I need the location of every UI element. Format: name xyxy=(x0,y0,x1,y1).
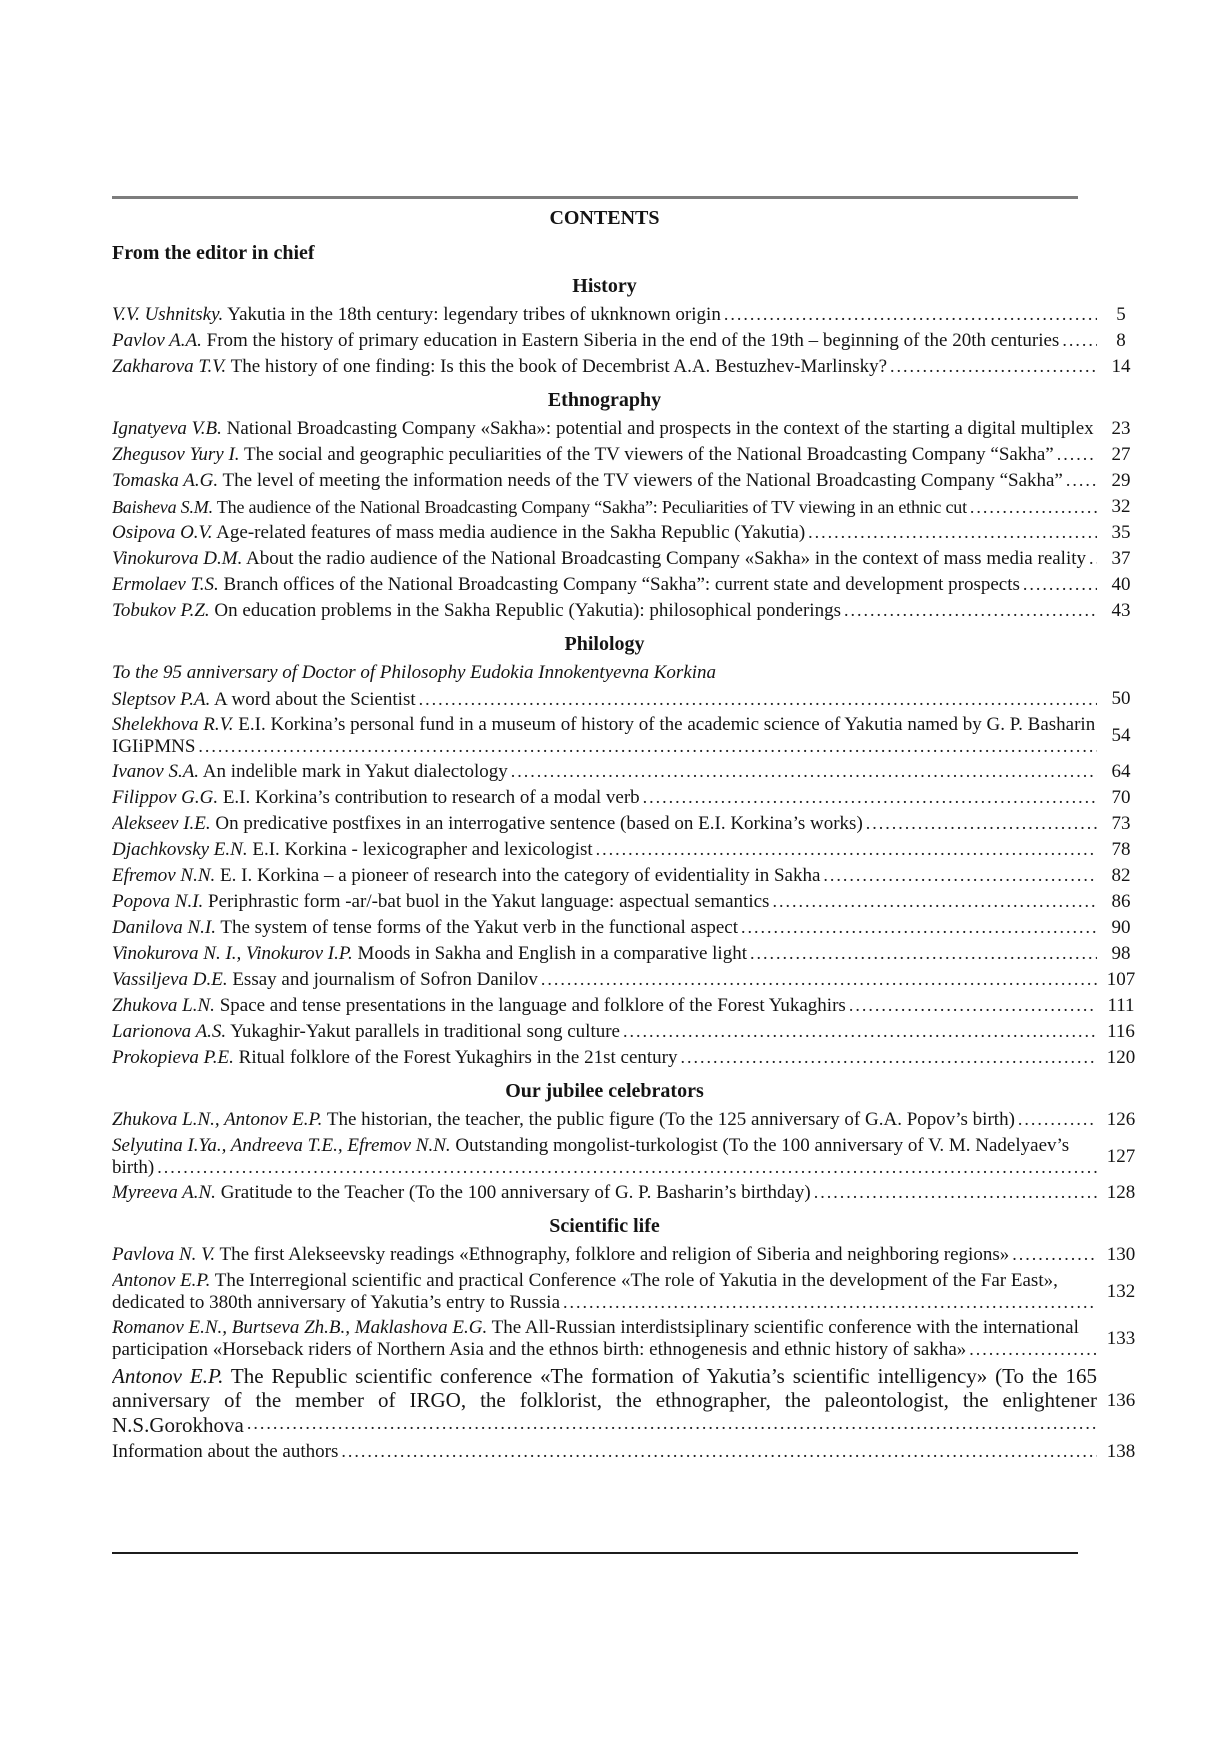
entry-authors: Romanov E.N., Burtseva Zh.B., Maklashova E.G. xyxy=(112,1317,488,1339)
entry-title: About the radio audience of the National Broadcasting Company «Sakha» in the context of mass media reality xyxy=(246,548,1087,570)
entry-authors: Selyutina I.Ya., Andreeva T.E., Efremov N.N. xyxy=(112,1135,451,1157)
toc-entry xyxy=(112,917,1143,939)
entry-text xyxy=(112,1441,1097,1462)
toc-entry xyxy=(112,522,1143,544)
entry-page-number: 40 xyxy=(1111,574,1131,595)
entry-page-number: 70 xyxy=(1111,787,1131,809)
section-heading: History xyxy=(572,275,637,297)
entry-text xyxy=(112,1317,1097,1360)
entry-authors: Efremov N.N. xyxy=(112,865,216,887)
toc-entry xyxy=(112,356,1143,378)
entry-title: On education problems in the Sakha Republic (Yakutia): philosophical ponderings xyxy=(214,600,841,622)
entry-title: The history of one finding: Is this the book of Decembrist A.A. Bestuzhev-Marlinsky? xyxy=(230,356,888,378)
entry-title: Ritual folklore of the Forest Yukaghirs in the 21st century xyxy=(238,1047,678,1069)
entry-text xyxy=(112,470,1097,491)
toc-entry xyxy=(112,891,1143,913)
entry-title: Gratitude to the Teacher (To the 100 anniversary of G. P. Basharin’s birthday) xyxy=(220,1182,811,1204)
entry-page-number: 120 xyxy=(1106,1047,1136,1069)
entry-title: Essay and journalism of Sofron Danilov xyxy=(232,969,538,991)
toc-entry xyxy=(112,1021,1143,1043)
top-rule xyxy=(112,196,1078,199)
entry-page-number: 130 xyxy=(1106,1244,1136,1266)
entry-authors: Larionova A.S. xyxy=(112,1021,227,1043)
entry-authors: Baisheva S.M. xyxy=(112,496,213,517)
toc-entry xyxy=(112,330,1143,352)
entry-authors: Tobukov P.Z. xyxy=(112,600,210,622)
toc-entry xyxy=(112,470,1143,492)
entry-text xyxy=(112,444,1097,465)
entry-text xyxy=(112,969,1097,990)
entry-page-number: 14 xyxy=(1111,356,1131,377)
entry-authors: Ermolaev T.S. xyxy=(112,574,219,596)
entry-title: Outstanding mongolist-turkologist (To the 100 anniversary of V. M. Nadelyaev’s birth) xyxy=(112,1135,1070,1178)
entry-text xyxy=(112,1109,1097,1130)
toc-entry xyxy=(112,574,1143,596)
toc-entry xyxy=(112,995,1143,1017)
entry-text xyxy=(112,891,1097,912)
entry-authors: V.V. Ushnitsky. xyxy=(112,304,224,326)
entry-text xyxy=(112,1135,1097,1178)
entry-page-number: 27 xyxy=(1111,444,1131,465)
entry-title: National Broadcasting Company «Sakha»: potential and prospects in the context of the starting a digital multiplex xyxy=(226,418,1094,440)
entry-title: The historian, the teacher, the public figure (To the 125 anniversary of G.A. Popov’s birth) xyxy=(326,1109,1015,1131)
entry-text xyxy=(112,1047,1097,1068)
bottom-rule xyxy=(112,1552,1078,1554)
entry-page-number: 138 xyxy=(1106,1441,1136,1463)
toc-entry xyxy=(112,688,1143,710)
entry-authors: Zhukova L.N., Antonov E.P. xyxy=(112,1109,323,1131)
toc-entry xyxy=(112,813,1143,835)
entry-text xyxy=(112,865,1097,886)
entry-text xyxy=(112,1244,1097,1265)
entry-authors: Ignatyeva V.B. xyxy=(112,418,222,440)
entry-authors: Prokopieva P.E. xyxy=(112,1047,234,1069)
entry-page-number: 126 xyxy=(1106,1109,1136,1131)
entry-title: Branch offices of the National Broadcasting Company “Sakha”: current state and development prospects xyxy=(223,574,1020,596)
entry-title: A word about the Scientist xyxy=(214,688,416,710)
entry-text xyxy=(112,600,1097,621)
toc-entry xyxy=(112,1244,1143,1266)
entry-page-number: 35 xyxy=(1111,522,1131,543)
entry-page-number: 127 xyxy=(1106,1145,1136,1167)
entry-title: The first Alekseevsky readings «Ethnography, folklore and religion of Siberia and neighboring regions» xyxy=(219,1244,1010,1266)
entry-text xyxy=(112,548,1097,569)
entry-page-number: 98 xyxy=(1111,943,1131,965)
section-subtitle: To the 95 anniversary of Doctor of Philosophy Eudokia Innokentyevna Korkina xyxy=(112,662,717,683)
entry-text xyxy=(112,497,1097,517)
entry-page-number: 64 xyxy=(1111,761,1131,783)
entry-text xyxy=(112,813,1097,834)
toc-entry xyxy=(112,1317,1143,1360)
toc-entry xyxy=(112,839,1143,861)
entry-authors: Zakharova T.V. xyxy=(112,356,227,378)
entry-authors: Vassiljeva D.E. xyxy=(112,969,228,991)
entry-page-number: 107 xyxy=(1106,969,1136,991)
entry-page-number: 5 xyxy=(1116,304,1126,325)
entry-page-number: 73 xyxy=(1111,813,1131,835)
toc-entry xyxy=(112,548,1143,570)
toc-entry xyxy=(112,969,1143,991)
entry-authors: Djachkovsky E.N. xyxy=(112,839,248,861)
entry-authors: Zhegusov Yury I. xyxy=(112,444,240,466)
section-heading: Philology xyxy=(564,633,645,655)
entry-page-number: 111 xyxy=(1107,995,1135,1017)
toc-entry xyxy=(112,1135,1143,1178)
entry-text xyxy=(112,418,1097,439)
toc-entry xyxy=(112,1270,1143,1313)
entry-text xyxy=(112,1021,1097,1042)
entry-page-number: 8 xyxy=(1116,330,1126,351)
entry-page-number: 128 xyxy=(1106,1182,1136,1204)
entry-text xyxy=(112,689,1097,710)
entry-page-number: 54 xyxy=(1111,724,1131,746)
toc-entry xyxy=(112,761,1143,783)
toc-entry xyxy=(112,714,1143,757)
section-heading: Our jubilee celebrators xyxy=(505,1080,704,1103)
entry-text xyxy=(112,787,1097,808)
entry-page-number: 86 xyxy=(1111,891,1131,913)
entry-authors: Ivanov S.A. xyxy=(112,761,200,783)
entry-authors: Filippov G.G. xyxy=(112,787,219,809)
toc-entry xyxy=(112,943,1143,965)
entry-page-number: 133 xyxy=(1106,1327,1136,1349)
entry-page-number: 50 xyxy=(1111,688,1131,710)
entry-title: On predicative postfixes in an interrogative sentence (based on E.I. Korkina’s works) xyxy=(215,813,863,835)
toc-entry xyxy=(112,444,1143,466)
toc-entry xyxy=(112,1441,1143,1463)
entry-page-number: 136 xyxy=(1106,1389,1136,1411)
entry-text xyxy=(112,761,1097,782)
toc-entry xyxy=(112,1109,1143,1131)
page-title: CONTENTS xyxy=(549,207,660,229)
toc-entry xyxy=(112,1182,1143,1204)
entry-title: The Republic scientific conference «The formation of Yakutia’s scientific intelligency» (To the 165 anniversary of the member of IRGO, the folklorist, the ethnographer, the paleontologist, the enlightener N.S.Gorokhova xyxy=(112,1364,1097,1437)
section-heading: Ethnography xyxy=(547,389,662,411)
entry-title: The level of meeting the information needs of the TV viewers of the National Broadcasting Company “Sakha” xyxy=(222,470,1063,492)
entry-title: The system of tense forms of the Yakut verb in the functional aspect xyxy=(220,917,739,939)
entry-authors: Zhukova L.N. xyxy=(112,995,215,1017)
entry-text xyxy=(112,330,1097,351)
entry-text xyxy=(112,995,1097,1016)
entry-authors: Myreeva A.N. xyxy=(112,1182,216,1204)
entry-text xyxy=(112,1364,1097,1437)
entry-text xyxy=(112,356,1097,377)
toc-entry xyxy=(112,304,1143,326)
toc-entry xyxy=(112,496,1143,518)
entry-title: E. I. Korkina – a pioneer of research into the category of evidentiality in Sakha xyxy=(220,865,821,887)
entry-text xyxy=(112,943,1097,964)
entry-page-number: 116 xyxy=(1107,1021,1135,1043)
toc-entry xyxy=(112,787,1143,809)
entry-text xyxy=(112,1182,1097,1203)
entry-page-number: 29 xyxy=(1111,470,1131,491)
entry-authors: Pavlova N. V. xyxy=(112,1244,216,1266)
entry-title: Age-related features of mass media audience in the Sakha Republic (Yakutia) xyxy=(216,522,806,544)
entry-text xyxy=(112,917,1097,938)
entry-authors: Popova N.I. xyxy=(112,891,204,913)
entry-page-number: 82 xyxy=(1111,865,1131,887)
toc-entry xyxy=(112,418,1143,440)
entry-title: Periphrastic form -ar/-bat buol in the Yakut language: aspectual semantics xyxy=(208,891,770,913)
entry-authors: Antonov E.P. xyxy=(112,1270,211,1292)
entry-title: The Interregional scientific and practical Conference «The role of Yakutia in the development of the Far East», dedicated to 380th anniversary of Yakutia’s entry to Russia xyxy=(112,1270,1058,1313)
entry-title: Yakutia in the 18th century: legendary tribes of uknknown origin xyxy=(227,304,721,326)
entry-page-number: 90 xyxy=(1111,917,1131,939)
entry-authors: Vinokurova D.M. xyxy=(112,548,243,570)
entry-page-number: 78 xyxy=(1111,839,1131,861)
entry-page-number: 132 xyxy=(1106,1280,1136,1302)
entry-authors: Sleptsov P.A. xyxy=(112,688,211,710)
entry-title: An indelible mark in Yakut dialectology xyxy=(202,761,508,783)
entry-title: The audience of the National Broadcasting Company “Sakha”: Peculiarities of TV viewing in an ethnic cut xyxy=(216,496,967,517)
entry-authors: Pavlov A.A. xyxy=(112,330,202,352)
entry-authors: Osipova O.V. xyxy=(112,522,213,544)
entry-title: From the history of primary education in Eastern Siberia in the end of the 19th – beginning of the 20th centuries xyxy=(206,330,1060,352)
toc-entry xyxy=(112,1047,1143,1069)
entry-text xyxy=(112,304,1097,325)
entry-text xyxy=(112,522,1097,543)
entry-title: The social and geographic peculiarities of the TV viewers of the National Broadcasting Company “Sakha” xyxy=(243,444,1054,466)
entry-text xyxy=(112,714,1097,757)
toc-entry xyxy=(112,600,1143,622)
section-heading: Scientific life xyxy=(549,1215,660,1238)
entry-title: E.I. Korkina - lexicographer and lexicologist xyxy=(252,839,593,861)
entry-text xyxy=(112,839,1097,860)
entry-page-number: 32 xyxy=(1111,496,1131,517)
entry-title: E.I. Korkina’s personal fund in a museum of history of the academic science of Yakutia named by G. P. Basharin IGIiPMNS xyxy=(112,714,1096,757)
table-of-contents xyxy=(112,275,1143,1463)
entry-authors: Tomaska A.G. xyxy=(112,470,219,492)
entry-authors: Antonov E.P. xyxy=(112,1364,224,1389)
entry-page-number: 43 xyxy=(1111,600,1131,621)
entry-title: Moods in Sakha and English in a comparative light xyxy=(357,943,747,965)
entry-authors: Shelekhova R.V. xyxy=(112,714,234,736)
entry-authors: Vinokurova N. I., Vinokurov I.P. xyxy=(112,943,353,965)
toc-entry xyxy=(112,865,1143,887)
entry-title: E.I. Korkina’s contribution to research of a modal verb xyxy=(222,787,640,809)
entry-title: The All-Russian interdistsiplinary scientific conference with the international participation «Horseback riders of Northern Asia and the ethnos birth: ethnogenesis and ethnic history of sakha» xyxy=(112,1317,1079,1360)
entry-page-number: 23 xyxy=(1111,418,1131,439)
entry-title: Yukaghir-Yakut parallels in traditional song culture xyxy=(230,1021,620,1043)
entry-title: Information about the authors xyxy=(112,1441,339,1463)
contents-page xyxy=(112,207,1143,1467)
entry-text xyxy=(112,1270,1097,1313)
entry-authors: Alekseev I.E. xyxy=(112,813,211,835)
editor-in-chief-heading: From the editor in chief xyxy=(112,242,315,264)
toc-entry xyxy=(112,1364,1143,1437)
entry-page-number: 37 xyxy=(1111,548,1131,569)
entry-authors: Danilova N.I. xyxy=(112,917,216,939)
entry-text xyxy=(112,574,1097,595)
entry-title: Space and tense presentations in the language and folklore of the Forest Yukaghirs xyxy=(219,995,846,1017)
